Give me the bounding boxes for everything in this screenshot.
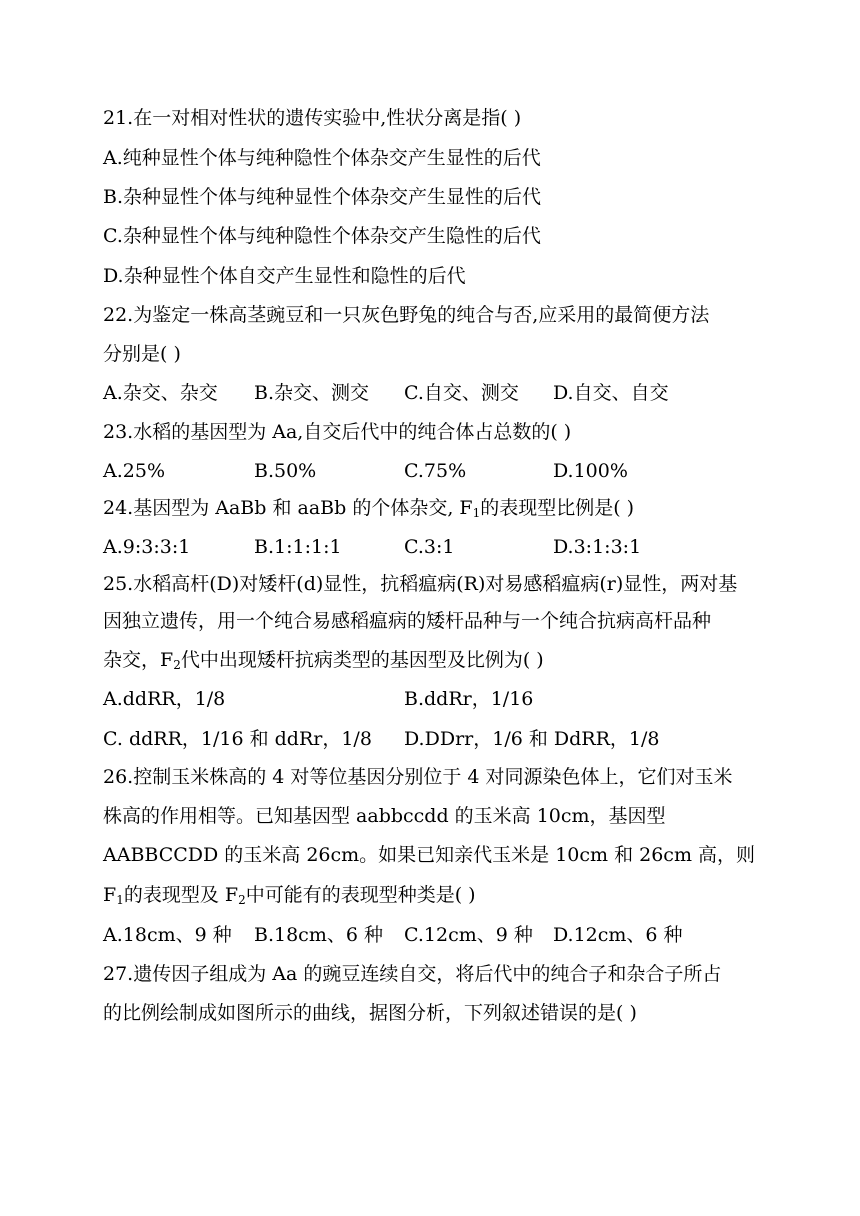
question-22-option-a: A.杂交、杂交: [103, 382, 218, 404]
question-26-option-c: C.12cm、9 种: [404, 924, 533, 946]
question-23-option-c: C.75%: [404, 460, 467, 482]
question-26-stem-text-a: F: [103, 884, 117, 906]
question-26-stem-line-3: AABBCCDD 的玉米高 26cm。如果已知亲代玉米是 10cm 和 26cm 高，则: [103, 844, 756, 866]
question-27-stem-line-1: 27.遗传因子组成为 Aa 的豌豆连续自交，将后代中的纯合子和杂合子所占: [103, 963, 722, 985]
question-25-option-c: C. ddRR，1/16 和 ddRr，1/8: [103, 728, 372, 750]
question-26-option-d: D.12cm、6 种: [553, 924, 683, 946]
question-26-stem-text-b: 的表现型及 F: [123, 884, 239, 906]
question-21-option-c: C.杂种显性个体与纯种隐性个体杂交产生隐性的后代: [103, 225, 541, 247]
subscript: 1: [116, 893, 124, 907]
question-27-stem-line-2: 的比例绘制成如图所示的曲线，据图分析，下列叙述错误的是( ): [103, 1002, 637, 1024]
question-21-option-d: D.杂种显性个体自交产生显性和隐性的后代: [103, 265, 466, 287]
question-22-option-d: D.自交、自交: [553, 382, 669, 404]
question-25-stem-text: 杂交，F: [103, 649, 174, 671]
question-24-stem: [103, 496, 634, 520]
question-26-option-a: A.18cm、9 种: [103, 924, 232, 946]
question-24-option-d: D.3:1:3:1: [553, 536, 642, 558]
question-25-stem-line-3: [103, 648, 544, 672]
question-26-stem-line-1: 26.控制玉米株高的 4 对等位基因分别位于 4 对同源染色体上，它们对玉米: [103, 766, 733, 788]
question-21-stem: 21.在一对相对性状的遗传实验中,性状分离是指( ): [103, 107, 522, 129]
question-24-option-c: C.3:1: [404, 536, 455, 558]
question-24-stem-text-end: 的表现型比例是( ): [480, 497, 635, 519]
question-22-stem-line-1: 22.为鉴定一株高茎豌豆和一只灰色野兔的纯合与否,应采用的最简便方法: [103, 304, 710, 326]
question-25-option-b: B.ddRr，1/16: [404, 688, 534, 710]
question-21-option-b: B.杂种显性个体与纯种显性个体杂交产生显性的后代: [103, 186, 542, 208]
question-25-option-d: D.DDrr，1/6 和 DdRR，1/8: [404, 728, 660, 750]
question-22-option-c: C.自交、测交: [404, 382, 519, 404]
question-23-option-b: B.50%: [254, 460, 317, 482]
question-25-option-a: A.ddRR，1/8: [103, 688, 226, 710]
question-25-stem-line-2: 因独立遗传，用一个纯合易感稻瘟病的矮杆品种与一个纯合抗病高杆品种: [103, 610, 712, 632]
question-22-option-b: B.杂交、测交: [254, 382, 370, 404]
question-24-option-b: B.1:1:1:1: [254, 536, 342, 558]
question-26-option-b: B.18cm、6 种: [254, 924, 383, 946]
question-22-stem-line-2: 分别是( ): [103, 343, 181, 365]
question-24-stem-text: 24.基因型为 AaBb 和 aaBb 的个体杂交, F: [103, 497, 473, 519]
subscript: 2: [173, 658, 181, 672]
question-23-option-a: A.25%: [103, 460, 165, 482]
question-26-stem-line-2: 株高的作用相等。已知基因型 aabbccdd 的玉米高 10cm，基因型: [103, 805, 666, 827]
question-25-stem-line-1: 25.水稻高杆(D)对矮杆(d)显性，抗稻瘟病(R)对易感稻瘟病(r)显性，两对基: [103, 573, 738, 595]
question-25-stem-text-end: 代中出现矮杆抗病类型的基因型及比例为( ): [180, 649, 544, 671]
question-26-stem-line-4: [103, 883, 476, 907]
question-21-option-a: A.纯种显性个体与纯种隐性个体杂交产生显性的后代: [103, 147, 541, 169]
question-23-option-d: D.100%: [553, 460, 628, 482]
subscript: 2: [238, 893, 246, 907]
question-23-stem: 23.水稻的基因型为 Aa,自交后代中的纯合体占总数的( ): [103, 421, 572, 443]
question-26-stem-text-c: 中可能有的表现型种类是( ): [245, 884, 476, 906]
subscript: 1: [472, 506, 481, 520]
question-24-option-a: A.9:3:3:1: [103, 536, 191, 558]
